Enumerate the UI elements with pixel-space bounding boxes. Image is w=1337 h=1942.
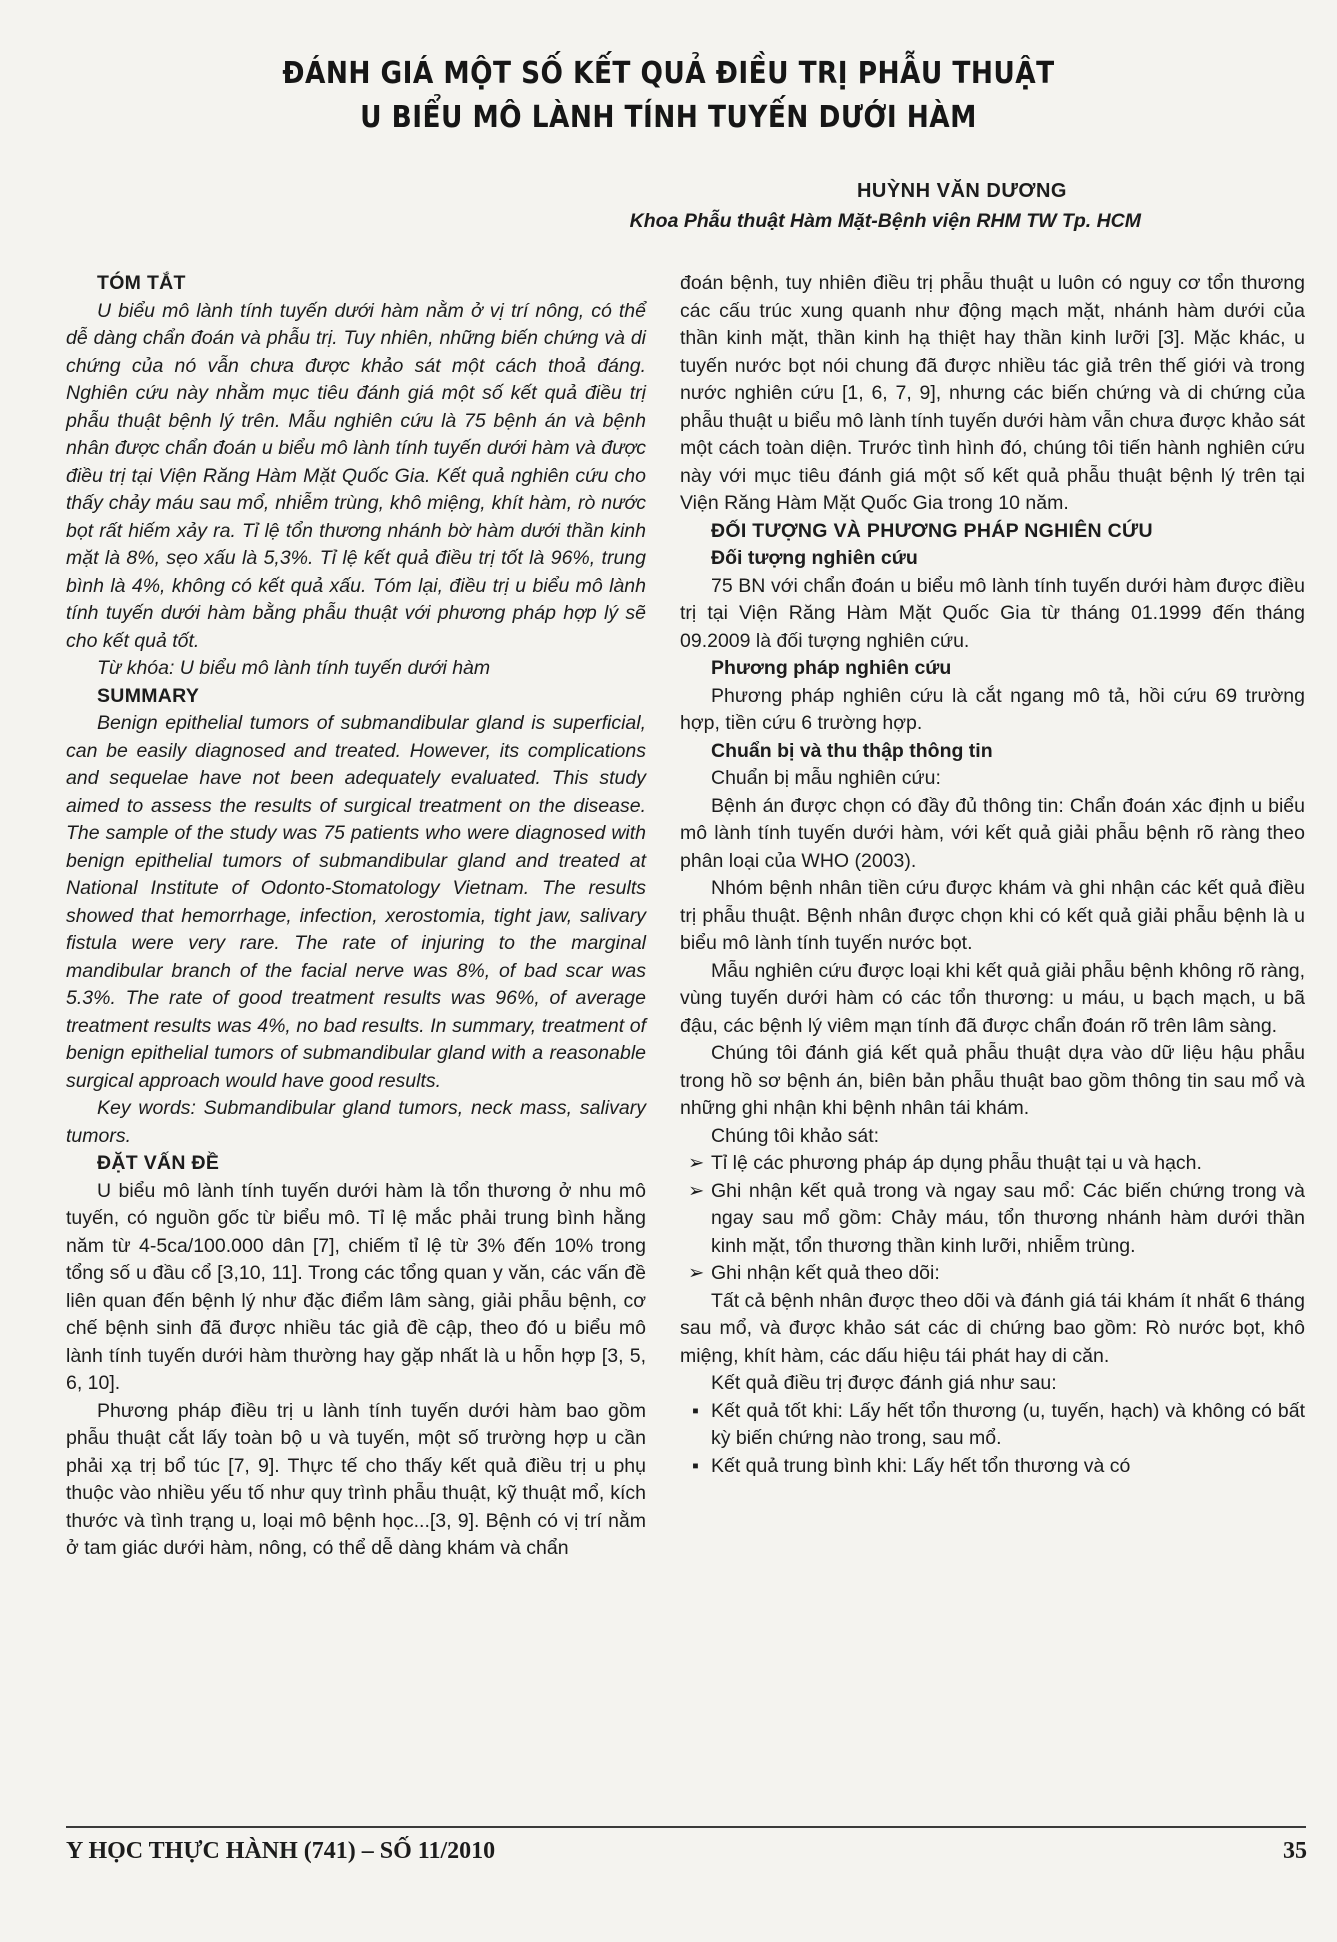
abstract-en-heading: SUMMARY [97,684,200,707]
evaluation-item-good [680,1398,1305,1453]
right-column [680,270,1305,1480]
survey-item-1 [680,1150,1305,1178]
methods-evaluation-intro: Kết quả điều trị được đánh giá như sau: [711,1372,1057,1394]
author-name: HUỲNH VĂN DƯƠNG [856,180,1067,202]
abstract-vi-body: U biểu mô lành tính tuyến dưới hàm nằm ở vị trí nông, có thể dễ dàng chẩn đoán và phẫu trị. Tuy nhiên, những biến chứng và di chứng của nó vẫn chưa được khảo sát một cách thoả đáng. Nghiên cứu này nhằm mục tiêu đánh giá một số kết quả điều trị phẫu thuật bệnh lý trên. Mẫu nghiên cứu là 75 bệnh án và bệnh nhân được chẩn đoán u biểu mô lành tính tuyến dưới hàm và được điều trị tại Viện Răng Hàm Mặt Quốc Gia. Kết quả nghiên cứu cho thấy chảy máu sau mổ, nhiễm trùng, khô miệng, khít hàm, rò nước bọt rất hiếm xảy ra. Tỉ lệ tổn thương nhánh bờ hàm dưới thần kinh mặt là 8%, sẹo xấu là 5,3%. Tỉ lệ kết quả điều trị tốt là 96%, trung bình là 4%, không có kết quả xấu. Tóm lại, điều trị u biểu mô lành tính tuyến dưới hàm bằng phẫu thuật với phương pháp hợp lý sẽ cho kết quả tốt. [66,299,646,652]
methods-evaluation-basis: Chúng tôi đánh giá kết quả phẫu thuật dựa vào dữ liệu hậu phẫu trong hồ sơ bệnh án, biên bản phẫu thuật bao gồm thông tin sau mổ và những ghi nhận khi bệnh nhân tái khám. [680,1042,1305,1119]
page-number: 35 [1283,1838,1307,1864]
title-line-2: U BIỂU MÔ LÀNH TÍNH TUYẾN DƯỚI HÀM [360,100,977,135]
author-affiliation: Khoa Phẫu thuật Hàm Mặt-Bệnh viện RHM TW Tp. HCM [629,210,1141,232]
footer-divider [66,1826,1306,1828]
methods-followup: Tất cả bệnh nhân được theo dõi và đánh giá tái khám ít nhất 6 tháng sau mổ, và được khảo sát các di chứng bao gồm: Rò nước bọt, khô miệng, khít hàm, các dấu hiệu tái phát hay di căn. [680,1289,1305,1367]
evaluation-item-average [680,1453,1305,1481]
methods-exclusion: Mẫu nghiên cứu được loại khi kết quả giải phẫu bệnh không rõ ràng, vùng tuyến dưới hàm có các tổn thương: u máu, u bạch mạch, u bã đậu, các bệnh lý viêm mạn tính đã được chẩn đoán rõ trên lâm sàng. [680,959,1305,1037]
survey-item-2-text: Ghi nhận kết quả trong và ngay sau mổ: Các biến chứng trong và ngay sau mổ gồm: Chảy máu, tổn thương nhánh hàm dưới thần kinh mặt, tổn thương thần kinh lưỡi, nhiễm trùng. [711,1179,1305,1257]
journal-footer: Y HỌC THỰC HÀNH (741) – SỐ 11/2010 [66,1838,496,1864]
arrow-bullet-icon: ➢ [688,1152,705,1174]
article-title [80,52,1257,140]
evaluation-item-good-text: Kết quả tốt khi: Lấy hết tổn thương (u, tuyến, hạch) và không có bất kỳ biến chứng nào trong, sau mổ. [711,1399,1305,1449]
abstract-vi-keywords: Từ khóa: U biểu mô lành tính tuyến dưới hàm [97,657,491,679]
methods-design-text: Phương pháp nghiên cứu là cắt ngang mô tả, hồi cứu 69 trường hợp, tiền cứu 6 trường hợp. [680,684,1305,734]
intro-paragraph-1: U biểu mô lành tính tuyến dưới hàm là tổn thương ở nhu mô tuyến, có nguồn gốc từ biểu mô. Tỉ lệ mắc phải trung bình hằng năm từ 4-5ca/100.000 dân [7], chiếm tỉ lệ từ 3% đến 10% trong tổng số u đầu cổ [3,10, 11]. Trong các tổng quan y văn, các vấn đề liên quan đến bệnh lý như đặc điểm lâm sàng, giải phẫu bệnh, cơ chế bệnh sinh đã được nhiều tác giả đề cập, theo đó u biểu mô lành tính tuyến dưới hàm thường hay gặp nhất là u hỗn hợp [3, 5, 6, 10]. [66,1179,646,1394]
survey-item-3-text: Ghi nhận kết quả theo dõi: [711,1262,940,1284]
abstract-en-keywords: Key words: Submandibular gland tumors, neck mass, salivary tumors. [66,1097,646,1147]
arrow-bullet-icon: ➢ [688,1179,705,1202]
square-bullet-icon: ▪ [692,1454,699,1477]
methods-subheading-design: Phương pháp nghiên cứu [711,657,952,679]
intro-heading: ĐẶT VẤN ĐỀ [97,1152,220,1174]
survey-item-1-text: Tỉ lệ các phương pháp áp dụng phẫu thuật tại u và hạch. [711,1152,1202,1174]
intro-paragraph-2: Phương pháp điều trị u lành tính tuyến dưới hàm bao gồm phẫu thuật cắt lấy toàn bộ u và tuyến, một số trường hợp u cần phải xạ trị bổ túc [7, 9]. Thực tế cho thấy kết quả điều trị u phụ thuộc vào nhiều yếu tố như quy trình phẫu thuật, kỹ thuật mổ, kích thước và tình trạng u, loại mô bệnh học...[3, 9]. Bệnh có vị trí nằm ở tam giác dưới hàm, nông, có thể dễ dàng khám và chẩn [66,1399,646,1559]
methods-sample-prep: Chuẩn bị mẫu nghiên cứu: [711,767,941,789]
abstract-en-body: Benign epithelial tumors of submandibular gland is superficial, can be easily diagnosed and treated. However, its complications and sequelae have not been adequately evaluated. This study aimed to assess the results of surgical treatment on the disease. The sample of the study was 75 patients who were diagnosed with benign epithelial tumors of submandibular gland and treated at National Institute of Odonto-Stomatology Vietnam. The results showed that hemorrhage, infection, xerostomia, tight jaw, salivary fistula were very rare. The rate of injuring to the marginal mandibular branch of the facial nerve was 8%, of bad scar was 5.3%. The rate of good treatment results was 96%, of average treatment results was 4%, no bad results. In summary, treatment of benign epithelial tumors of submandibular gland with a reasonable surgical approach would have good results. [66,712,646,1092]
left-column [66,270,646,1563]
methods-subjects-text: 75 BN với chẩn đoán u biểu mô lành tính tuyến dưới hàm được điều trị tại Viện Răng Hàm Mặt Quốc Gia từ tháng 01.1999 đến tháng 09.2009 là đối tượng nghiên cứu. [680,574,1305,652]
survey-item-3 [680,1260,1305,1288]
square-bullet-icon: ▪ [692,1399,699,1422]
methods-inclusion: Bệnh án được chọn có đầy đủ thông tin: Chẩn đoán xác định u biểu mô lành tính tuyến dưới hàm, với kết quả giải phẫu bệnh rõ ràng theo phân loại của WHO (2003). [680,794,1305,872]
methods-survey-intro: Chúng tôi khảo sát: [711,1124,880,1147]
methods-subheading-subjects: Đối tượng nghiên cứu [711,547,918,569]
methods-subheading-data-collection: Chuẩn bị và thu thập thông tin [711,739,993,762]
title-line-1: ĐÁNH GIÁ MỘT SỐ KẾT QUẢ ĐIỀU TRỊ PHẪU THUẬT [282,56,1055,91]
abstract-vi-heading: TÓM TẮT [97,272,186,294]
survey-item-2 [680,1178,1305,1261]
methods-heading: ĐỐI TƯỢNG VÀ PHƯƠNG PHÁP NGHIÊN CỨU [711,519,1153,542]
evaluation-item-average-text: Kết quả trung bình khi: Lấy hết tổn thương và có [711,1454,1131,1477]
arrow-bullet-icon: ➢ [688,1262,705,1284]
intro-paragraph-2-continued: đoán bệnh, tuy nhiên điều trị phẫu thuật u luôn có nguy cơ tổn thương các cấu trúc xung quanh như động mạch mặt, nhánh hàm dưới của thần kinh mặt, thần kinh hạ thiệt hay thần kinh lưỡi [3]. Mặc khác, u tuyến nước bọt nói chung đã được nhiều tác giả trên thế giới và trong nước nghiên cứu [1, 6, 7, 9], nhưng các biến chứng và di chứng của phẫu thuật u biểu mô lành tính tuyến dưới hàm vẫn chưa được khảo sát một cách toàn diện. Trước tình hình đó, chúng tôi tiến hành nghiên cứu này với mục tiêu đánh giá một số kết quả phẫu thuật bệnh lý trên tại Viện Răng Hàm Mặt Quốc Gia trong 10 năm. [680,272,1305,514]
methods-prospective-group: Nhóm bệnh nhân tiền cứu được khám và ghi nhận các kết quả điều trị phẫu thuật. Bệnh nhân được chọn khi có kết quả giải phẫu bệnh là u biểu mô lành tính tuyến nước bọt. [680,877,1305,954]
